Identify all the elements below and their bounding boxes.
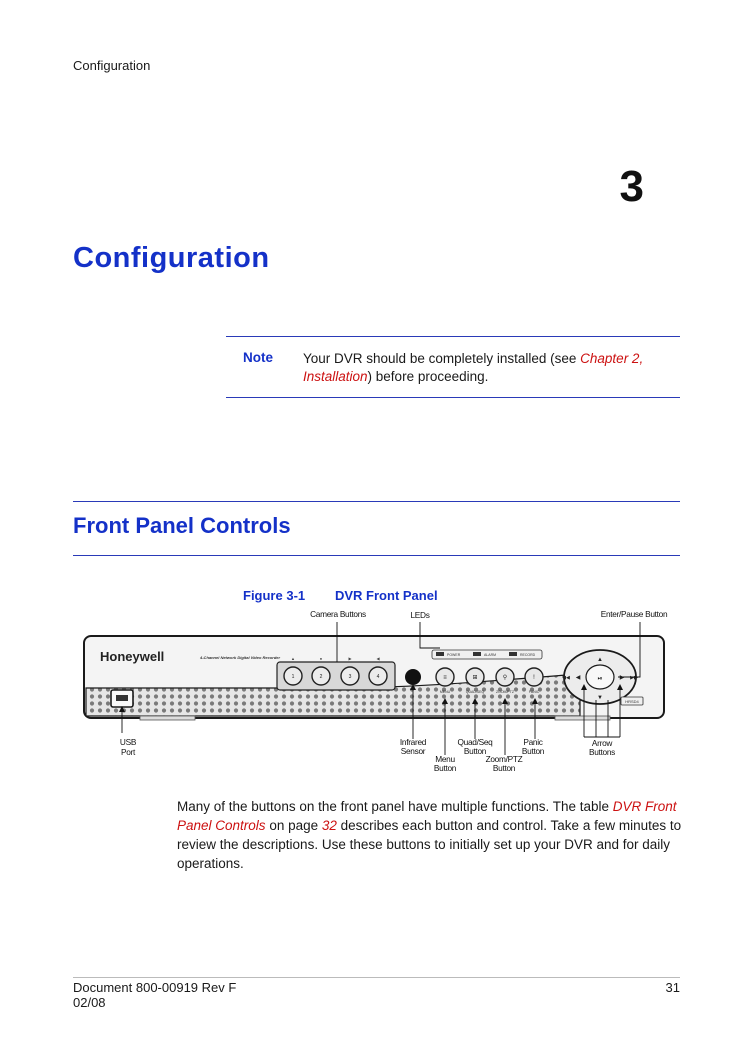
chapter-2-link[interactable]: Chapter 2, Installation	[303, 351, 644, 384]
camera-button-4[interactable]	[369, 667, 387, 685]
chapter-number: 3	[619, 162, 644, 211]
camera-button-3[interactable]	[341, 667, 359, 685]
body-paragraph	[177, 797, 682, 873]
section-top-rule	[73, 501, 680, 502]
section-title: Front Panel Controls	[73, 513, 291, 538]
panic-callout-line1: Panic	[523, 737, 543, 747]
zoom-ptz-button[interactable]	[496, 668, 515, 694]
footer-doc-number: Document 800-00919 Rev F	[73, 980, 237, 995]
footer-date: 02/08	[73, 995, 106, 1010]
usb-callout-line1: USB	[119, 737, 137, 747]
body-text-mid: on page	[265, 818, 322, 833]
zoom-callout-line1: Zoom/PTZ	[485, 754, 523, 764]
chapter-title: Configuration	[73, 242, 270, 274]
panic-icon: !	[533, 675, 535, 681]
model-line: 4-Channel Network Digital Video Recorder	[200, 655, 281, 660]
note-top-rule	[226, 336, 680, 337]
quad-seq-button-label: QUAD/SEQ	[465, 690, 485, 694]
led-strip	[432, 650, 542, 659]
usb-port	[111, 690, 133, 707]
arrow-right-icon[interactable]: ▶	[619, 675, 625, 681]
quad-callout-line1: Quad/Seq	[457, 737, 493, 747]
camera-4-indicator-icon: ◀	[376, 656, 380, 661]
arrow-callout-line2: Buttons	[588, 747, 616, 757]
arrow-left-icon[interactable]: ◀	[575, 675, 581, 681]
arrow-up-icon[interactable]: ▲	[597, 657, 603, 663]
page-32-link[interactable]: 32	[321, 818, 337, 833]
dvr-front-panel-figure	[0, 600, 752, 780]
menu-callout-line1: Menu	[435, 754, 455, 764]
page-number: 31	[665, 980, 680, 995]
fast-forward-icon: ▶▶	[630, 675, 638, 681]
infrared-callout-line2: Sensor	[400, 746, 426, 756]
infrared-callout-line1: Infrared	[399, 737, 427, 747]
arrow-callout-line1: Arrow	[591, 738, 613, 748]
note-text-before: Your DVR should be completely installed (see	[303, 351, 581, 366]
body-text-before: Many of the buttons on the front panel have multiple functions. The table	[177, 799, 613, 814]
figure-number: Figure 3-1	[243, 588, 306, 603]
camera-button-1-label: 1	[291, 674, 295, 680]
footer-document	[73, 980, 236, 1010]
section-bottom-rule	[73, 555, 680, 556]
record-led-label: RECORD	[520, 653, 536, 657]
enter-pause-icon[interactable]: ⏯	[597, 676, 603, 682]
note-bottom-rule	[226, 397, 680, 398]
model-badge-label: HRSD4	[625, 699, 639, 704]
infrared-sensor	[405, 669, 421, 685]
alarm-led-label: ALARM	[484, 653, 497, 657]
camera-button-3-label: 3	[348, 674, 352, 680]
camera-1-indicator-icon: ▲	[291, 656, 295, 661]
menu-callout-line2: Button	[433, 763, 457, 773]
running-head: Configuration	[73, 58, 151, 73]
figure-title: DVR Front Panel	[335, 588, 438, 603]
camera-buttons-callout: Camera Buttons	[310, 609, 366, 619]
camera-button-4-label: 4	[376, 674, 380, 680]
menu-button-label: MENU	[439, 690, 451, 694]
zoom-ptz-button-label: ZOOM/PTZ	[495, 690, 515, 694]
note-text-after: ) before proceeding.	[367, 369, 489, 384]
brand-logo: Honeywell	[100, 649, 165, 664]
camera-button-2-label: 2	[319, 674, 323, 680]
camera-3-indicator-icon: ▶	[348, 656, 352, 661]
footer-rule	[73, 977, 680, 978]
camera-2-indicator-icon: ●	[319, 656, 323, 661]
body-text-after: describes each button and control. Take a few minutes to review the descriptions. Use these buttons to initially set up your DVR and for daily operations.	[177, 818, 682, 871]
magnifier-icon: ⚲	[502, 675, 508, 681]
camera-button-2[interactable]	[312, 667, 330, 685]
quad-icon: ⊞	[472, 675, 478, 681]
dvr-front-panel-controls-link[interactable]: DVR Front Panel Controls	[177, 799, 677, 833]
enter-pause-callout: Enter/Pause Button	[600, 609, 668, 619]
panic-button-label: PANIC	[528, 690, 540, 694]
note-text	[303, 350, 663, 386]
leds-callout: LEDs	[410, 610, 430, 620]
arrow-down-icon[interactable]: ▼	[597, 695, 603, 701]
model-badge	[621, 697, 643, 705]
camera-button-1[interactable]	[284, 667, 302, 685]
note-label: Note	[243, 350, 273, 365]
rewind-icon: ◀◀	[562, 675, 570, 681]
zoom-callout-line2: Button	[492, 763, 516, 773]
quad-callout-line2: Button	[463, 746, 487, 756]
menu-icon: ≡	[443, 675, 447, 681]
quad-seq-button[interactable]	[466, 668, 485, 694]
usb-callout-line2: Port	[120, 747, 136, 757]
panic-callout-line2: Button	[521, 746, 545, 756]
power-led-label: POWER	[447, 653, 461, 657]
